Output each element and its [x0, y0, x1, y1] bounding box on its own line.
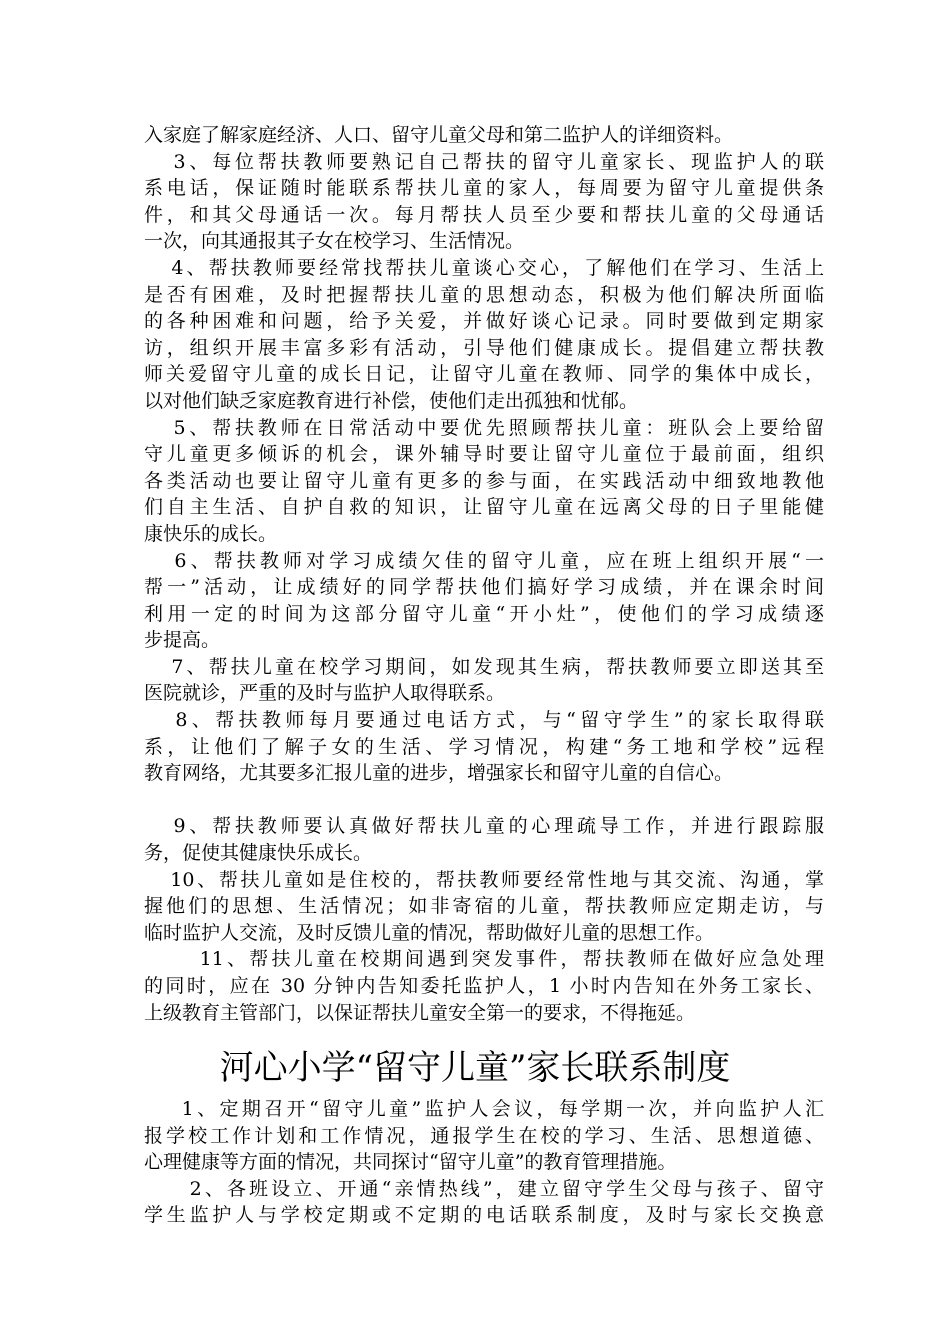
text-line: 守儿童更多倾诉的机会，课外辅导时要让留守儿童位于最前面，组织 — [144, 443, 824, 466]
text-line: 心理健康等方面的情况，共同探讨“留守儿童”的教育管理措施。 — [144, 1151, 677, 1174]
text-line: 11、帮扶儿童在校期间遇到突发事件，帮扶教师在做好应急处理 — [144, 948, 824, 971]
text-line: 一次，向其通报其子女在校学习、生活情况。 — [144, 230, 525, 253]
text-line: 上级教育主管部门，以保证帮扶儿童安全第一的要求，不得拖延。 — [144, 1001, 696, 1024]
text-line: 以对他们缺乏家庭教育进行补偿，使他们走出孤独和忧郁。 — [144, 389, 639, 412]
text-line: 5、帮扶教师在日常活动中要优先照顾帮扶儿童：班队会上要给留 — [144, 416, 824, 439]
text-line: 系，让他们了解子女的生活、学习情况，构建“务工地和学校”远程 — [144, 735, 824, 758]
text-line: 康快乐的成长。 — [144, 522, 278, 545]
text-line: 4、帮扶教师要经常找帮扶儿童谈心交心，了解他们在学习、生活上 — [144, 256, 824, 279]
text-line: 访，组织开展丰富多彩有活动，引导他们健康成长。提倡建立帮扶教 — [144, 336, 824, 359]
text-line: 是否有困难，及时把握帮扶儿童的思想动态，积极为他们解决所面临 — [144, 283, 824, 306]
text-line: 件，和其父母通话一次。每月帮扶人员至少要和帮扶儿童的父母通话 — [144, 203, 824, 226]
text-line: 1、定期召开“留守儿童”监护人会议，每学期一次，并向监护人汇 — [144, 1098, 824, 1120]
text-line: 握他们的思想、生活情况；如非寄宿的儿童，帮扶教师应定期走访，与 — [144, 895, 824, 918]
text-line: 7、帮扶儿童在校学习期间，如发现其生病，帮扶教师要立即送其至 — [144, 655, 824, 678]
text-line: 入家庭了解家庭经济、人口、留守儿童父母和第二监护人的详细资料。 — [144, 124, 734, 146]
text-line: 学生监护人与学校定期或不定期的电话联系制度，及时与家长交换意 — [144, 1204, 824, 1227]
text-line: 报学校工作计划和工作情况，通报学生在校的学习、生活、思想道德、 — [144, 1124, 824, 1147]
text-line: 的同时，应在 30 分钟内告知委托监护人，1 小时内告知在外务工家长、 — [144, 975, 824, 997]
document-title: 河心小学“留守儿童”家长联系制度 — [219, 1048, 731, 1088]
text-line: 教育网络，尤其要多汇报儿童的进步，增强家长和留守儿童的自信心。 — [144, 762, 734, 785]
text-line: 师关爱留守儿童的成长日记，让留守儿童在教师、同学的集体中成长， — [144, 363, 824, 386]
text-line: 务，促使其健康快乐成长。 — [144, 842, 373, 865]
contact-system-text — [144, 1096, 824, 1229]
text-line: 步提高。 — [144, 629, 221, 652]
text-line: 3、每位帮扶教师要熟记自己帮扶的留守儿童家长、现监护人的联 — [144, 150, 824, 173]
text-line: 10、帮扶儿童如是住校的，帮扶教师要经常性地与其交流、沟通，掌 — [144, 868, 824, 891]
text-line: 医院就诊，严重的及时与监护人取得联系。 — [144, 682, 506, 705]
text-line: 的各种困难和问题，给予关爱，并做好谈心记录。同时要做到定期家 — [144, 310, 824, 333]
text-line: 9、帮扶教师要认真做好帮扶儿童的心理疏导工作，并进行跟踪服 — [144, 815, 824, 838]
text-line: 各类活动也要让留守儿童有更多的参与面，在实践活动中细致地教他 — [144, 469, 824, 492]
text-line: 2、各班设立、开通“亲情热线”，建立留守学生父母与孩子、留守 — [144, 1177, 824, 1200]
text-line: 帮一”活动，让成绩好的同学帮扶他们搞好学习成绩，并在课余时间 — [144, 576, 824, 599]
text-line: 们自主生活、自护自救的知识，让留守儿童在远离父母的日子里能健 — [144, 496, 824, 519]
text-line: 6、帮扶教师对学习成绩欠佳的留守儿童，应在班上组织开展“一 — [144, 549, 824, 572]
text-line: 利用一定的时间为这部分留守儿童“开小灶”，使他们的学习成绩逐 — [144, 602, 824, 625]
text-line: 8、帮扶教师每月要通过电话方式，与“留守学生”的家长取得联 — [144, 709, 824, 732]
regulation-continued-text — [144, 122, 824, 1026]
text-line: 系电话，保证随时能联系帮扶儿童的家人，每周要为留守儿童提供条 — [144, 177, 824, 200]
blank-line — [144, 787, 824, 814]
text-line: 临时监护人交流，及时反馈儿童的情况，帮助做好儿童的思想工作。 — [144, 921, 715, 944]
